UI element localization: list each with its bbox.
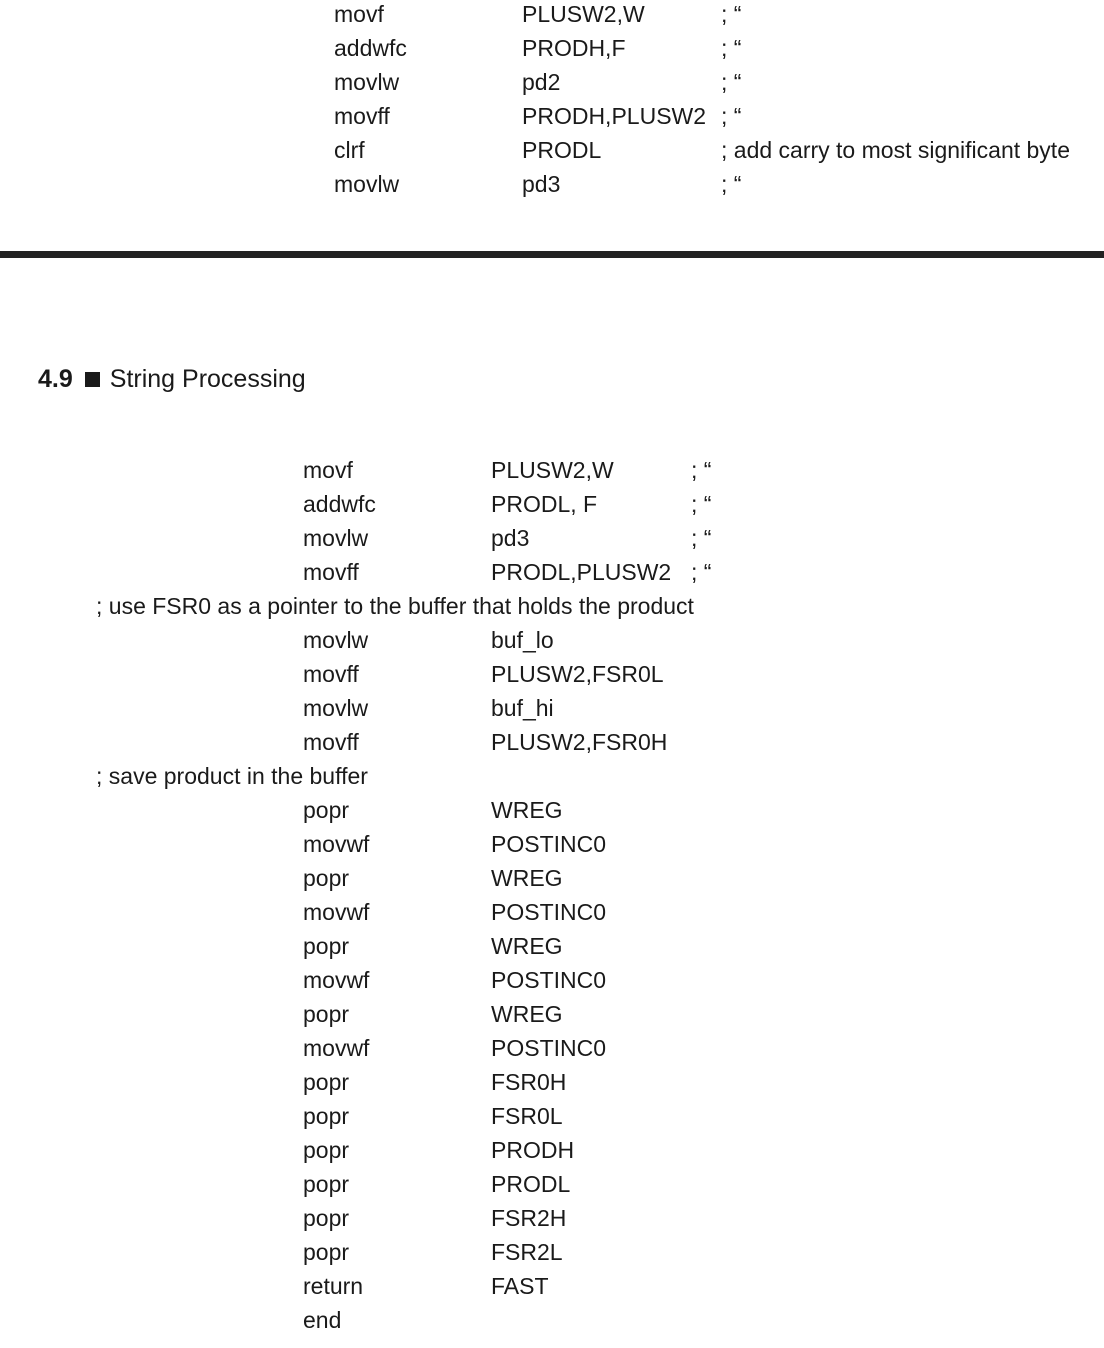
code-mnemonic: movlw — [334, 69, 400, 95]
code-comment: ; “ — [721, 69, 742, 95]
code-operand: PLUSW2,W — [522, 1, 645, 27]
code-operand: PLUSW2,FSR0H — [491, 729, 668, 755]
code-mnemonic: movff — [303, 559, 359, 585]
code-mnemonic: popr — [303, 1239, 350, 1265]
code-comment: ; “ — [721, 171, 742, 197]
code-operand: POSTINC0 — [491, 1035, 607, 1061]
code-comment: ; “ — [691, 525, 712, 551]
code-operand: FSR2H — [491, 1205, 567, 1231]
code-mnemonic: movwf — [303, 1035, 370, 1061]
code-operand: WREG — [491, 933, 563, 959]
code-mnemonic: movwf — [303, 831, 370, 857]
code-comment-line: ; use FSR0 as a pointer to the buffer that holds the product — [96, 593, 694, 619]
code-operand: buf_hi — [491, 695, 554, 721]
code-operand: WREG — [491, 1001, 563, 1027]
code-mnemonic: movwf — [303, 967, 370, 993]
code-mnemonic: popr — [303, 1205, 350, 1231]
code-mnemonic: movwf — [303, 899, 370, 925]
code-operand: PRODH — [491, 1137, 575, 1163]
code-operand: PRODH,F — [522, 35, 626, 61]
code-operand: PRODL, F — [491, 491, 598, 517]
code-mnemonic: end — [303, 1307, 342, 1333]
code-operand: POSTINC0 — [491, 899, 607, 925]
code-mnemonic: movlw — [334, 171, 400, 197]
code-operand: PLUSW2,FSR0L — [491, 661, 664, 687]
code-operand: PRODL — [522, 137, 602, 163]
code-operand: POSTINC0 — [491, 967, 607, 993]
code-mnemonic: movlw — [303, 627, 369, 653]
code-comment: ; “ — [721, 103, 742, 129]
code-mnemonic: popr — [303, 865, 350, 891]
code-operand: FAST — [491, 1273, 549, 1299]
code-mnemonic: clrf — [334, 137, 365, 163]
code-mnemonic: movff — [303, 661, 359, 687]
code-mnemonic: popr — [303, 1171, 350, 1197]
code-mnemonic: popr — [303, 1103, 350, 1129]
code-comment: ; “ — [721, 35, 742, 61]
section-header — [38, 362, 306, 396]
section-divider-rule — [0, 251, 1104, 258]
code-mnemonic: movf — [303, 457, 353, 483]
code-mnemonic: popr — [303, 1001, 350, 1027]
code-operand: FSR0H — [491, 1069, 567, 1095]
code-operand: FSR0L — [491, 1103, 563, 1129]
code-mnemonic: popr — [303, 933, 350, 959]
code-mnemonic: addwfc — [303, 491, 376, 517]
code-comment: ; add carry to most significant byte — [721, 137, 1070, 163]
code-mnemonic: movf — [334, 1, 384, 27]
code-operand: pd2 — [522, 69, 561, 95]
code-mnemonic: addwfc — [334, 35, 407, 61]
code-mnemonic: popr — [303, 797, 350, 823]
section-title: String Processing — [109, 365, 306, 393]
code-operand: POSTINC0 — [491, 831, 607, 857]
code-mnemonic: movff — [303, 729, 359, 755]
code-operand: FSR2L — [491, 1239, 563, 1265]
code-operand: PLUSW2,W — [491, 457, 614, 483]
code-operand: PRODL,PLUSW2 — [491, 559, 672, 585]
code-comment: ; “ — [691, 457, 712, 483]
square-bullet-icon — [85, 372, 100, 387]
code-operand: WREG — [491, 797, 563, 823]
code-operand: pd3 — [491, 525, 530, 551]
code-operand: WREG — [491, 865, 563, 891]
code-comment: ; “ — [691, 559, 712, 585]
code-comment: ; “ — [691, 491, 712, 517]
code-mnemonic: movlw — [303, 525, 369, 551]
code-operand: pd3 — [522, 171, 561, 197]
code-mnemonic: movff — [334, 103, 390, 129]
code-comment: ; “ — [721, 1, 742, 27]
code-mnemonic: popr — [303, 1137, 350, 1163]
code-mnemonic: return — [303, 1273, 364, 1299]
code-mnemonic: popr — [303, 1069, 350, 1095]
section-number: 4.9 — [38, 365, 73, 393]
code-operand: buf_lo — [491, 627, 554, 653]
code-comment-line: ; save product in the buffer — [96, 763, 368, 789]
code-operand: PRODL — [491, 1171, 571, 1197]
code-operand: PRODH,PLUSW2 — [522, 103, 707, 129]
code-mnemonic: movlw — [303, 695, 369, 721]
